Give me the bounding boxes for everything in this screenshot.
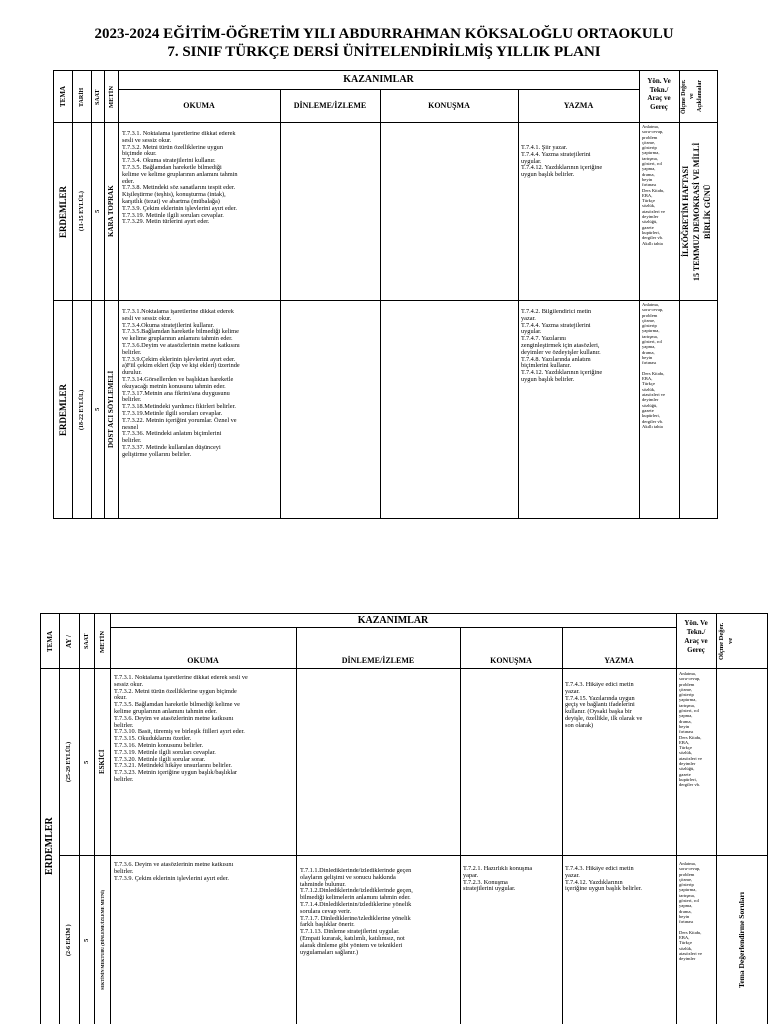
text-line: Ders Kitabı, [679, 734, 702, 740]
text-line: T.7.3.9. Çekim eklerinin işlevlerini ayırt eder. [122, 204, 237, 212]
t2-header-tools: Yön. Ve Tekn./ Araç ve Gereç [684, 619, 708, 654]
text-line: T.7.4.15. Yazılarında uygun [565, 694, 635, 702]
text-line: geçiş ve bağlantı ifadelerini [565, 701, 635, 709]
text-line: yaptırma, [679, 697, 697, 703]
t2-header-metin: METİN [99, 630, 106, 653]
text-line: farklı başlıklar önerir. [300, 921, 355, 929]
row1-metin: KARA TOPRAK [107, 185, 115, 238]
text-line: T.7.3.19. Metinle ilgili soruları cevaplar. [122, 211, 224, 219]
text-line: soru-cevap, [679, 866, 701, 872]
text-line: T.7.3.19.Metinle ilgili soruları cevaplar. [122, 409, 223, 417]
text-line: nesnel [122, 423, 139, 431]
text-line: uygun başlık belirler. [521, 375, 575, 383]
text-line: deyimler [642, 397, 659, 403]
text-line: EBA, [642, 376, 653, 382]
text-line: T.7.1.2.Dinlediklerinde/izlediklerinde geçen, [300, 887, 413, 895]
text-line: gösteri, rol [642, 339, 662, 345]
text-line: T.7.3.23. Metnin içeriğine uygun başlık/başlıklar [114, 769, 237, 777]
text-line: Türkçe [679, 745, 693, 751]
text-line: EBA, [642, 192, 653, 198]
text-line: T.7.3.14.Görsellerden ve başlıktan hareketle [122, 375, 234, 383]
text-line: T.7.1.13. Dinleme stratejilerini uygular. [300, 928, 400, 936]
text-line: atasözleri ve [642, 392, 666, 398]
text-line: olayların gelişimi ve sonucu hakkında [300, 873, 396, 881]
row3-yazma [565, 682, 675, 792]
t2-header-tema: TEMA [46, 631, 54, 652]
text-line: T.7.3.16. Metnin konusunu belirler. [114, 741, 204, 749]
text-line: T.7.4.4. Yazma stratejilerini [521, 150, 591, 158]
text-line: sorulara cevap verir. [300, 907, 352, 915]
text-line: T.7.3.20. Metinle ilgili sorular sorar. [114, 755, 206, 763]
text-line: gösteri, rol [679, 898, 699, 904]
text-line: sesli ve sessiz okur. [122, 136, 172, 144]
text-line: T.7.3.6. Deyim ve atasözlerinin metne katkısını [114, 714, 234, 722]
row2-tema: ERDEMLER [58, 383, 68, 436]
text-line: atasözleri ve [679, 951, 703, 957]
header-saat: SAAT [95, 89, 101, 105]
text-line: T.7.4.4. Yazma stratejilerini [521, 321, 591, 329]
text-line: sözlüğü, [642, 219, 658, 225]
text-line: T.7.3.18.Metindeki yardımcı fikirleri belirler. [122, 403, 236, 411]
text-line: gösteri, rol [642, 161, 662, 167]
text-line: T.7.3.5.Bağlamdan hareketle bilmediği kelime [122, 328, 239, 336]
text-line: T.7.3.15. Okuduklarını özetler. [114, 735, 192, 743]
text-line: kupürleri, [679, 776, 697, 782]
text-line: tartışma, [679, 702, 695, 708]
row4-konusma [463, 866, 561, 926]
text-line: gösterip [642, 323, 657, 329]
text-line: biçimlerini kullanır. [521, 362, 572, 370]
text-line: son olarak) [565, 721, 594, 729]
text-line: problem [679, 871, 695, 877]
text-line: yaptırma, [642, 328, 660, 334]
text-line: Kişileştirme (teşhis), konuşturma (intak), [122, 191, 226, 199]
header-yazma: YAZMA [563, 101, 594, 110]
t2-header-saat: SAAT [84, 633, 90, 650]
text-line: Anlatma, [679, 671, 696, 676]
text-line: karşıtlık (tezat) ve abartma (mübalağa) [122, 197, 220, 205]
text-line: Türkçe [679, 940, 693, 946]
row1-saat: 5 [94, 209, 101, 214]
page-title: 2023-2024 EĞİTİM-ÖĞRETİM YILI ABDURRAHMAN KÖKSALOĞLU ORTAOKULU [94, 26, 674, 42]
text-line: gösteri, rol [679, 708, 699, 714]
text-line: soru-cevap, [642, 307, 664, 313]
text-line: deyimler [642, 214, 659, 220]
row4-tarih: (2-6 EKİM ) [66, 924, 72, 956]
text-line: kupürleri, [642, 413, 660, 419]
text-line: uygular. [521, 157, 542, 165]
text-line: drama, [679, 908, 692, 914]
text-line: beyin [642, 354, 653, 360]
row2-tools [642, 302, 679, 517]
text-line: Anlatma, [679, 861, 696, 866]
text-line: çözme, [642, 317, 656, 323]
text-line: problem [642, 134, 658, 140]
text-line: yaptırma, [679, 887, 697, 893]
row4-okuma [114, 862, 294, 912]
row1-olcme: İLKÖĞRETİM HAFTASI 15 TEMMUZ DEMOKRASİ VE MİLLİ BİRLİK GÜNÜ [681, 142, 712, 281]
text-line: dergiler vb. [642, 418, 664, 424]
header-metin: METİN [108, 85, 115, 109]
text-line: çözme, [642, 139, 656, 145]
header-dinleme: DİNLEME/İZLEME [293, 101, 367, 110]
text-line: Ders Kitabı, [642, 187, 665, 193]
row2-saat: 5 [94, 407, 101, 412]
text-line: okuyacağı metnin konusunu tahmin eder. [122, 382, 226, 390]
t2-header-yazma: YAZMA [604, 656, 634, 665]
header-tema: TEMA [59, 86, 67, 108]
text-line: deyimler [679, 956, 696, 962]
row3-tools [679, 671, 716, 854]
text-line: T.7.3.17.Metnin ana fikrini/ana duygusunu [122, 389, 230, 397]
text-line: stratejilerini uygular. [463, 885, 516, 893]
text-line: T.7.1.1.Dinlediklerinde/izlediklerinde geçen [300, 868, 412, 874]
row4-yazma [565, 866, 675, 926]
header-kazanimlar: KAZANIMLAR [343, 74, 414, 85]
text-line: T.7.3.5. Bağlamdan hareketle bilmediği [122, 163, 222, 171]
text-line: belirler. [114, 721, 134, 729]
text-line: T.7.2.1. Hazırlıklı konuşma [463, 866, 533, 872]
text-line: fırtınası [642, 360, 657, 366]
row4-saat: 5 [83, 938, 90, 942]
text-line: (Empati kurarak, katılımlı, katılımsız, not [300, 934, 405, 942]
text-line: gösterip [642, 145, 657, 151]
t2-header-kazanimlar: KAZANIMLAR [357, 615, 429, 626]
text-line: T.7.3.2. Metni türün özelliklerine uygun [122, 143, 223, 151]
text-line: T.7.4.12. Yazdıklarının içeriğine [521, 164, 603, 172]
text-line: gösterip [679, 882, 694, 888]
header-tools: Yön. Ve Tekn./ Araç ve Gereç [647, 77, 671, 111]
text-line: okur. [114, 694, 127, 702]
text-line: T.7.2.3. Konuşma [463, 878, 508, 886]
text-line: soru-cevap, [642, 129, 664, 135]
text-line: Türkçe [642, 381, 656, 387]
text-line: belirler. [114, 775, 134, 783]
text-line: drama, [642, 171, 655, 177]
text-line: fırtınası [679, 919, 694, 925]
text-line: biçimde okur. [122, 150, 157, 158]
t2-header-dinleme: DİNLEME/İZLEME [341, 656, 415, 665]
text-line: beyin [679, 723, 690, 729]
text-line: tartışma, [642, 155, 658, 161]
text-line: sözlük, [679, 945, 693, 951]
text-line: yapma, [642, 344, 656, 350]
text-line: T.7.3.21. Metindeki hikâye unsurlarını belirler. [114, 762, 232, 770]
text-line: Ders Kitabı, [679, 929, 702, 935]
text-line: deyişle, özellikle, ilk olarak ve [565, 714, 643, 722]
text-line: T.7.4.3. Hikâye edici metin [565, 682, 634, 688]
text-line: tahminde bulunur. [300, 880, 346, 888]
text-line: dergiler vb. [642, 235, 664, 241]
row4-metin: SEKTİNİN MEKTUBU (DİNLEME/İZLEME METNİ) [100, 889, 105, 991]
header-konusma: KONUŞMA [428, 101, 470, 110]
text-line: tartışma, [642, 333, 658, 339]
text-line: sesli ve sessiz okur. [122, 314, 172, 322]
text-line: sessiz okur. [114, 680, 144, 688]
row3-tarih: (25-29 EYLÜL) [66, 741, 72, 783]
text-line: fırtınası [642, 182, 657, 188]
text-line: bilmediği kelimelerin anlamını tahmin eder. [300, 894, 411, 902]
row2-metin: DOST ACI SÖYLEMELİ [107, 370, 115, 449]
text-line: sözlük, [679, 750, 693, 756]
text-line: drama, [679, 718, 692, 724]
text-line: Akıllı tahta [642, 240, 663, 246]
text-line: belirler. [122, 348, 142, 356]
text-line: drama, [642, 349, 655, 355]
text-line: T.7.3.22. Metnin içeriğini yorumlar. Öznel ve [122, 416, 237, 424]
text-line: eder. [122, 177, 135, 185]
text-line: T.7.3.19. Metinle ilgili soruları cevaplar. [114, 748, 216, 756]
row2-okuma [122, 309, 278, 517]
text-line: T.7.3.6.Deyim ve atasözlerinin metne katkısını [122, 341, 240, 349]
text-line: zenginleştirmek için atasözleri, [521, 341, 600, 349]
text-line: T.7.3.29. Metin türlerini ayırt eder. [122, 218, 210, 226]
t2-header-olcme: Ölçme Değer. ve [718, 622, 734, 660]
text-line: deyimler ve özdeyişler kullanır. [521, 348, 601, 356]
text-line: soru-cevap, [679, 676, 701, 682]
text-line: T.7.3.4.Okuma stratejilerini kullanır. [122, 321, 215, 329]
text-line: T.7.3.10. Basit, türemiş ve birleşik fiilleri ayırt eder. [114, 728, 245, 736]
text-line: gazete [679, 771, 691, 777]
text-line: EBA, [679, 739, 690, 745]
text-line: problem [679, 681, 695, 687]
row2-yazma [521, 309, 637, 429]
text-line: sözlük, [642, 386, 656, 392]
text-line: T.7.3.2. Metni türün özelliklerine uygun biçimde [114, 687, 237, 695]
text-line: Anlatma, [642, 302, 659, 307]
text-line: yazar. [565, 871, 580, 879]
text-line: ve kelime gruplarının anlamını tahmin eder. [122, 335, 233, 343]
text-line: kelime gruplarının anlamını tahmin eder. [114, 707, 217, 715]
text-line: yapma, [679, 903, 693, 909]
text-line: fırtınası [679, 729, 694, 735]
row1-yazma [521, 145, 637, 295]
text-line: problem [642, 312, 658, 318]
text-line: T.7.3.1. Noktalama işaretlerine dikkat ederek [122, 131, 236, 137]
row1-tarih: (11-15 EYLÜL) [79, 191, 85, 232]
text-line: sözlük, [642, 203, 656, 209]
header-olcme: Ölçme Değer. ve Açıklamalar [681, 79, 703, 114]
text-line: T.7.4.7. Yazılarını [521, 335, 567, 343]
text-line: T.7.4.2. Bilgilendirici metin [521, 309, 592, 315]
row4-tools [679, 861, 716, 1023]
text-line: yapma, [679, 713, 693, 719]
text-line: belirler. [122, 437, 142, 445]
text-line: a)Fiil çekim ekleri (kip ve kişi ekleri) üzerinde [122, 362, 240, 370]
text-line: durulur. [122, 369, 142, 377]
text-line: yapma, [642, 166, 656, 172]
text-line: T.7.3.5. Bağlamdan hareketle bilmediği kelime ve [114, 701, 240, 709]
t2-header-okuma: OKUMA [187, 656, 219, 665]
text-line: T.7.3.6. Deyim ve atasözlerinin metne katkısını [114, 862, 234, 868]
row3-metin: ESKİCİ [98, 749, 106, 775]
row3-okuma [114, 675, 294, 853]
text-line: sözlüğü, [679, 766, 695, 772]
text-line: T.7.4.3. Hikâye edici metin [565, 866, 634, 872]
text-line: uygular. [521, 328, 542, 336]
text-line: T.7.3.9. Çekim eklerinin işlevlerini ayırt eder. [114, 874, 229, 882]
row1-tema: ERDEMLER [58, 185, 68, 238]
text-line: T.7.3.1. Noktalama işaretlerine dikkat ederek sesli ve [114, 675, 248, 681]
text-line: çözme, [679, 686, 693, 692]
text-line: alarak dinleme gibi yöntem ve teknikleri [300, 941, 403, 949]
header-tarih: TARİH [79, 87, 85, 107]
text-line: uygulamaları sağlanır.) [300, 948, 359, 956]
t2-header-ay: AY / [65, 635, 73, 648]
text-line: gazete [642, 407, 654, 413]
text-line: Türkçe [642, 198, 656, 204]
text-line: T.7.4.8. Yazılarında anlatım [521, 355, 591, 363]
text-line: içeriğine uygun başlık belirler. [565, 885, 642, 893]
text-line: geliştirme yollarını belirler. [122, 450, 192, 458]
text-line: T.7.3.36. Metindeki anlatım biçimlerini [122, 430, 222, 438]
row4-dinleme [300, 868, 458, 1018]
text-line: yazar. [565, 687, 580, 695]
text-line: Ders Kitabı, [642, 370, 665, 376]
text-line: gösterip [679, 692, 694, 698]
text-line: sözlüğü, [642, 402, 658, 408]
text-line: kullanır. (Oysaki başka bir [565, 708, 632, 716]
text-line: T.7.3.8. Metindeki söz sanatlarını tespit eder. [122, 184, 236, 192]
text-line: T.7.1.7. Dinlediklerine/izlediklerine yönelik [300, 914, 411, 922]
text-line: kupürleri, [642, 229, 660, 235]
text-line: deyimler [679, 761, 696, 767]
page-subtitle: 7. SINIF TÜRKÇE DERSİ ÜNİTELENDİRİLMİŞ YILLIK PLANI [167, 44, 601, 60]
text-line: T.7.3.9.Çekim eklerinin işlevlerini ayırt eder. [122, 355, 236, 363]
text-line: yapar. [463, 871, 479, 879]
t2-header-konusma: KONUŞMA [490, 656, 532, 665]
text-line: T.7.4.12. Yazdıklarının içeriğine [521, 369, 603, 377]
row4-olcme: Tema Değerlendirme Soruları [737, 892, 746, 988]
text-line: yaptırma, [642, 150, 660, 156]
text-line: T.7.3.1.Noktalama işaretlerine dikkat ederek [122, 309, 234, 315]
text-line: T.7.3.37. Metinde kullanılan düşünceyi [122, 443, 221, 451]
text-line: yazar. [521, 314, 536, 322]
row3-saat: 5 [83, 760, 90, 764]
row1-okuma [122, 131, 278, 297]
row1-tools [642, 124, 679, 299]
text-line: EBA, [679, 935, 690, 941]
text-line: belirler. [114, 867, 134, 875]
text-line: Akıllı tahta [642, 423, 663, 429]
header-okuma: OKUMA [183, 101, 215, 110]
text-line: T.7.3.4. Okuma stratejilerini kullanır. [122, 157, 216, 165]
text-line: beyin [642, 176, 653, 182]
text-line: çözme, [679, 876, 693, 882]
text-line: T.7.4.12. Yazdıklarının [565, 878, 623, 886]
t2-tema: ERDEMLER [44, 817, 55, 876]
text-line: T.7.1.4.Dinlediklerinin/izlediklerine yönelik [300, 900, 412, 908]
text-line: T.7.4.1. Şiir yazar. [521, 145, 568, 151]
text-line: dergiler vb. [679, 782, 701, 788]
text-line: uygun başlık belirler. [521, 171, 575, 179]
text-line: Anlatma, [642, 124, 659, 129]
row2-tarih: (18-22 EYLÜL) [79, 389, 85, 430]
text-line: beyin [679, 913, 690, 919]
text-line: kelime ve kelime gruplarının anlamını tahmin [122, 170, 238, 178]
text-line: atasözleri ve [679, 755, 703, 761]
text-line: belirler. [122, 396, 142, 404]
text-line: atasözleri ve [642, 208, 666, 214]
text-line: tartışma, [679, 892, 695, 898]
text-line: gazete [642, 224, 654, 230]
